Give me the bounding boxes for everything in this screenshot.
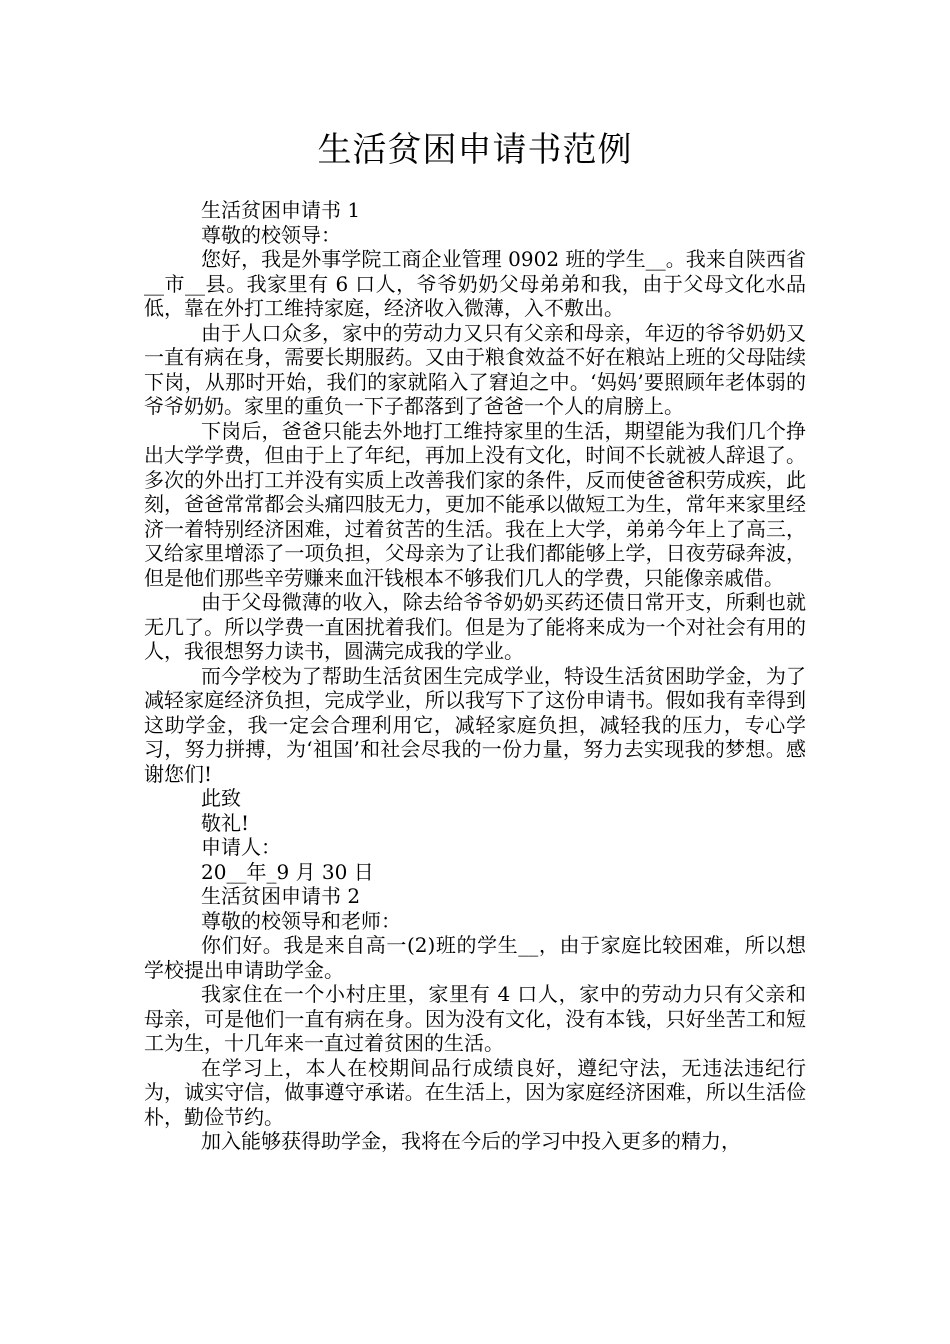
- letter1-salutation: 尊敬的校领导：: [201, 222, 341, 247]
- letter1-paragraph: 而今学校为了帮助生活贫困生完成学业，特设生活贫困助学金，为了减轻家庭经济负担，完成学业，所以我写下了这份申请书。假如我有幸得到这助学金，我一定会合理利用它，减轻家庭负担，减轻我的压力，专心学习，努力拼搏，为‘祖国’和社会尽我的一份力量，努力去实现我的梦想。感谢您们!: [144, 663, 806, 786]
- letter2-salutation: 尊敬的校领导和老师：: [201, 908, 401, 933]
- letter2-paragraph: 加入能够获得助学金，我将在今后的学习中投入更多的精力，: [201, 1129, 741, 1153]
- letter1-date: 20__年_9 月 30 日: [201, 859, 374, 884]
- letter2-paragraph: 你们好。我是来自高一(2)班的学生__，由于家庭比较困难，所以想学校提出申请助学金。: [144, 933, 806, 982]
- letter1-paragraph: 由于人口众多，家中的劳动力又只有父亲和母亲，年迈的爷爷奶奶又一直有病在身，需要长期服药。又由于粮食效益不好在粮站上班的父母陆续下岗，从那时开始，我们的家就陷入了窘迫之中。‘妈妈’要照顾年老体弱的爷爷奶奶。家里的重负一下子都落到了爸爸一个人的肩膀上。: [144, 320, 806, 418]
- letter1-regards: 敬礼!: [201, 810, 250, 835]
- letter1-heading: 生活贫困申请书 1: [201, 198, 361, 222]
- letter2-paragraph: 我家住在一个小村庄里，家里有 4 口人，家中的劳动力只有父亲和母亲，可是他们一直有病在身。因为没有文化，没有本钱，只好坐苦工和短工为生，十几年来一直过着贫困的生活。: [144, 982, 806, 1055]
- letter2-heading: 生活贫困申请书 2: [201, 884, 361, 908]
- letter1-paragraph: 由于父母微薄的收入，除去给爷爷奶奶买药还债日常开支，所剩也就无几了。所以学费一直困扰着我们。但是为了能将来成为一个对社会有用的人，我很想努力读书，圆满完成我的学业。: [144, 590, 806, 663]
- letter1-paragraph: 下岗后，爸爸只能去外地打工维持家里的生活，期望能为我们几个挣出大学学费，但由于上了年纪，再加上没有文化，时间不长就被人辞退了。多次的外出打工并没有实质上改善我们家的条件，反而使爸爸积劳成疾，此刻，爸爸常常都会头痛四肢无力，更加不能承以做短工为生，常年来家里经济一着特别经济困难，过着贫苦的生活。我在上大学，弟弟今年上了高三，又给家里增添了一项负担，父母亲为了让我们都能够上学，日夜劳碌奔波，但是他们那些辛劳赚来血汗钱根本不够我们几人的学费，只能像亲戚借。: [144, 418, 806, 590]
- letter2-paragraph: 在学习上，本人在校期间品行成绩良好，遵纪守法，无违法违纪行为，诚实守信，做事遵守承诺。在生活上，因为家庭经济困难，所以生活俭朴，勤俭节约。: [144, 1055, 806, 1129]
- letter1-closing: 此致: [201, 786, 241, 810]
- document-body: [144, 198, 806, 1154]
- document-title: 生活贫困申请书范例: [317, 130, 633, 170]
- letter1-paragraph: 您好，我是外事学院工商企业管理 0902 班的学生__。我来自陕西省__市__县。我家里有 6 口人，爷爷奶奶父母弟弟和我，由于父母文化水品低，靠在外打工维持家庭，经济收入微薄，入不敷出。: [144, 247, 806, 320]
- letter1-applicant: 申请人：: [201, 835, 281, 859]
